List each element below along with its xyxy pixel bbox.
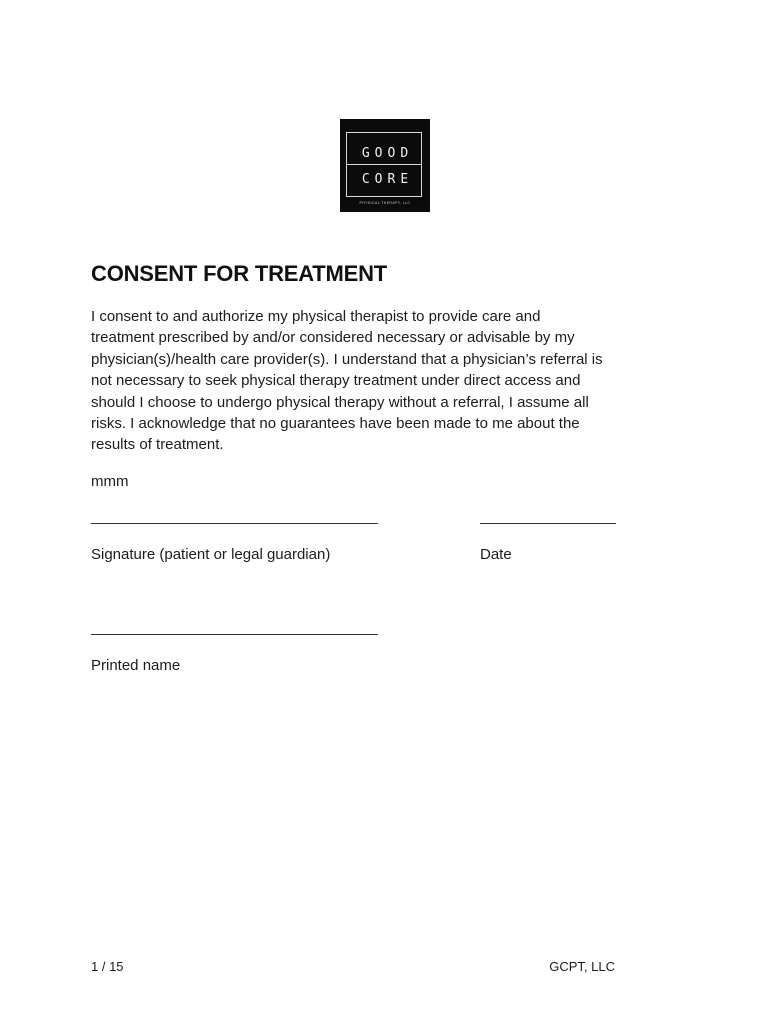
page-indicator: 1 / 15 — [91, 959, 124, 974]
logo-word-core: CORE — [361, 172, 414, 187]
footer-company: GCPT, LLC — [549, 959, 615, 974]
date-label: Date — [480, 546, 512, 563]
printed-name-label: Printed name — [91, 657, 181, 674]
date-field[interactable] — [480, 523, 616, 524]
logo-word-good: GOOD — [361, 146, 414, 161]
consent-paragraph — [91, 306, 681, 456]
signature-field[interactable] — [91, 523, 378, 524]
logo-tagline: PHYSICAL THERAPY, LLC — [359, 201, 411, 205]
paragraph-line: physician(s)/health care provider(s). I understand that a physician’s referral is — [91, 350, 603, 368]
paragraph-line: treatment prescribed by and/or considered necessary or advisable by my — [91, 329, 575, 347]
paragraph-line: not necessary to seek physical therapy treatment under direct access and — [91, 372, 581, 390]
paragraph-line: should I choose to undergo physical therapy without a referral, I assume all — [91, 393, 589, 411]
filler-text: mmm — [91, 473, 129, 490]
logo-frame — [346, 132, 422, 197]
paragraph-line: I consent to and authorize my physical therapist to provide care and — [91, 308, 541, 325]
paragraph-line: risks. I acknowledge that no guarantees have been made to me about the — [91, 415, 580, 433]
good-core-logo — [340, 119, 430, 212]
signature-label: Signature (patient or legal guardian) — [91, 546, 331, 563]
document-title: CONSENT FOR TREATMENT — [91, 261, 388, 286]
logo-divider — [347, 164, 421, 165]
printed-name-field[interactable] — [91, 634, 378, 635]
paragraph-line: results of treatment. — [91, 436, 224, 454]
